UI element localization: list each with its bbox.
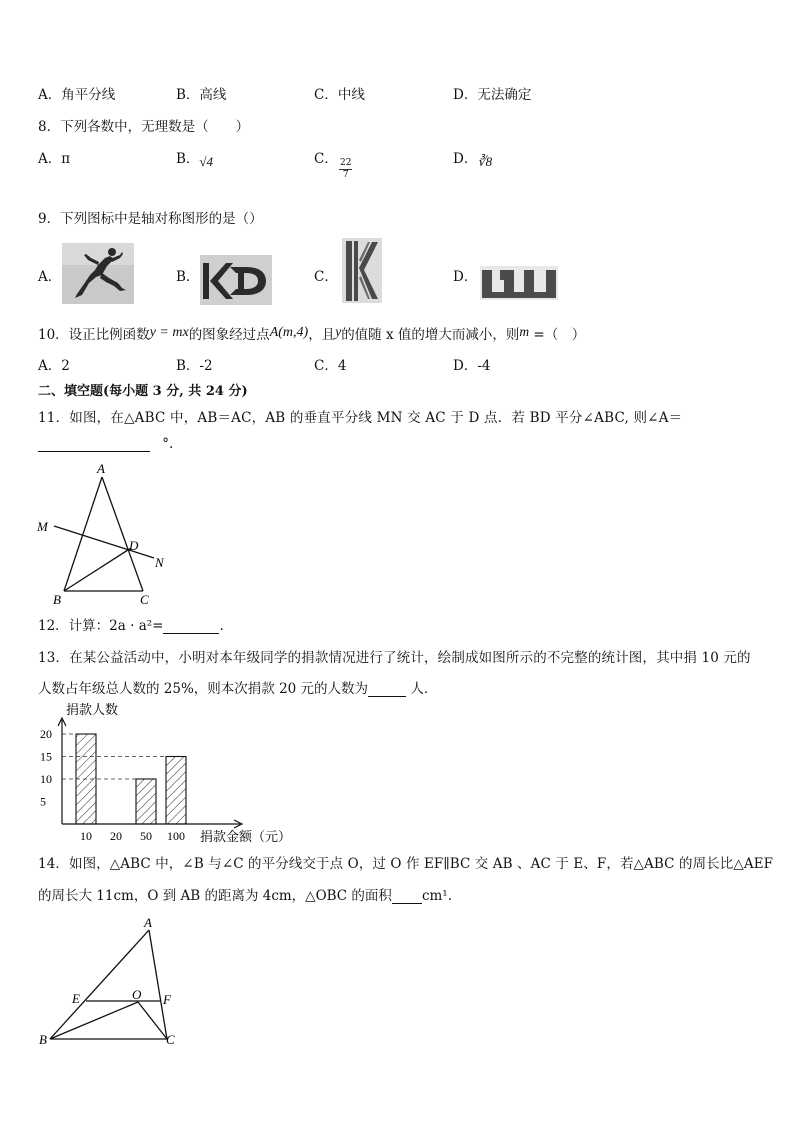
q10-var-m: m <box>519 324 530 339</box>
chart-ytick-label: 20 <box>40 727 52 741</box>
q13-blank[interactable] <box>368 684 406 697</box>
chart-bar <box>166 757 186 825</box>
q11-line-mn <box>54 526 154 558</box>
q11-edge-ab <box>64 477 102 591</box>
q12-stem: 12．计算：2a · a²= <box>38 618 164 634</box>
q10-stem <box>38 323 585 344</box>
q14-edge-ab <box>50 930 149 1039</box>
q8-option-c-label: C． <box>314 151 338 167</box>
q10-option-b[interactable]: B．-2 <box>176 358 213 374</box>
q11-edge-ac <box>102 477 143 591</box>
q8-fraction <box>339 158 352 181</box>
q7-option-c[interactable]: C．中线 <box>314 87 365 103</box>
q10-stem-part2: 的图象经过点 <box>188 327 270 343</box>
chart-ytick-label: 5 <box>40 794 46 809</box>
q7-option-b[interactable]: B．高线 <box>176 87 227 103</box>
q8-option-d-math: ∛8 <box>477 154 493 169</box>
q11-segment-bd <box>64 548 131 591</box>
q14-label-a: A <box>144 915 152 930</box>
q8-fraction-numerator: 22 <box>340 158 352 168</box>
q13-suffix: 人． <box>406 681 438 697</box>
lebron-logo-icon <box>480 266 558 300</box>
q14-blank[interactable] <box>392 891 422 904</box>
q13-stem-line2 <box>38 677 437 697</box>
q8-option-c[interactable] <box>314 147 338 167</box>
q12-suffix: . <box>219 618 224 634</box>
q11-triangle-figure <box>34 460 174 606</box>
q10-option-d[interactable]: D．-4 <box>453 358 491 374</box>
q10-stem-part3: ，且 <box>308 327 336 343</box>
q14-segment-co <box>138 1002 167 1039</box>
q11-suffix: °. <box>162 436 174 452</box>
q11-label-c: C <box>140 592 149 606</box>
q14-triangle-figure <box>34 914 184 1050</box>
q10-option-a[interactable]: A．2 <box>38 358 70 374</box>
kyrie-logo-icon <box>342 238 382 303</box>
q9-label-c[interactable]: C． <box>314 269 338 285</box>
q11-blank[interactable] <box>38 439 150 452</box>
q14-stem-part2: 的周长大 11cm，O 到 AB 的距离为 4cm，△OBC 的面积 <box>38 888 392 904</box>
q8-option-d-label: D． <box>453 151 478 167</box>
kd-logo-icon <box>200 255 272 305</box>
q8-stem: 8．下列各数中，无理数是（ ） <box>38 119 250 135</box>
q10-stem-part5: =（ ） <box>529 327 586 343</box>
q11-stem: 11．如图，在△ABC 中，AB＝AC，AB 的垂直平分线 MN 交 AC 于 D 点．若 BD 平分∠ABC, 则∠A＝ <box>38 410 683 426</box>
q14-edge-ac <box>149 930 167 1039</box>
chart-xlabel: 捐款金额（元） <box>200 829 292 844</box>
chart-xtick-label: 100 <box>167 829 185 843</box>
chart-xtick-label: 50 <box>140 829 152 843</box>
chart-xtick-label: 10 <box>80 829 92 843</box>
q14-label-f: F <box>163 992 171 1007</box>
q13-stem-part2: 人数占年级总人数的 25%，则本次捐款 20 元的人数为 <box>38 681 369 697</box>
q12-line <box>38 614 224 634</box>
q8-fraction-denominator: 7 <box>342 170 349 180</box>
q10-var-y: y <box>335 324 342 339</box>
q12-blank[interactable] <box>163 621 219 634</box>
q14-label-e: E <box>72 991 80 1006</box>
q7-option-a[interactable]: A．角平分线 <box>38 87 116 103</box>
section-2-title: 二、填空题(每小题 3 分, 共 24 分) <box>38 384 248 399</box>
q8-option-d[interactable] <box>453 147 492 167</box>
q14-label-b: B <box>39 1032 47 1047</box>
chart-xtick-label: 20 <box>110 829 122 843</box>
chart-ylabel: 捐款人数 <box>66 702 119 717</box>
chart-ytick-label: 15 <box>40 749 52 764</box>
q13-stem-line1: 13．在某公益活动中，小明对本年级同学的捐款情况进行了统计，绘制成如图所示的不完整的统计图，其中捐 10 元的 <box>38 650 751 666</box>
q8-option-b-label: B． <box>176 151 200 167</box>
q11-label-m: M <box>37 519 48 534</box>
q14-segment-bo <box>50 1002 138 1039</box>
q14-stem-line1: 14．如图，△ABC 中，∠B 与∠C 的平分线交于点 O，过 O 作 EF∥BC 交 AB 、AC 于 E、F，若△ABC 的周长比△AEF <box>38 856 774 872</box>
chart-ytick-label: 10 <box>40 772 52 786</box>
q9-label-d[interactable]: D． <box>453 269 478 285</box>
chart-bar <box>136 779 156 824</box>
q10-stem-part1: 10．设正比例函数 <box>38 327 150 343</box>
q13-bar-chart <box>30 698 300 846</box>
q14-label-o: O <box>132 987 142 1002</box>
q11-answer-line <box>38 436 173 452</box>
q7-option-d[interactable]: D．无法确定 <box>453 87 532 103</box>
q11-label-n: N <box>155 555 164 570</box>
q10-point: A(m,4) <box>269 325 309 340</box>
q14-stem-line2 <box>38 884 452 904</box>
q14-label-c: C <box>166 1032 175 1047</box>
q9-label-a[interactable]: A． <box>38 269 62 285</box>
q10-function: y = mx <box>149 325 189 340</box>
q11-label-a: A <box>97 461 105 476</box>
q8-option-a[interactable]: A．π <box>38 151 71 167</box>
jumpman-logo-icon <box>62 243 134 304</box>
q10-option-c[interactable]: C．4 <box>314 358 347 374</box>
q9-label-b[interactable]: B． <box>176 269 200 285</box>
q11-label-b: B <box>53 592 61 606</box>
q9-stem: 9．下列图标中是轴对称图形的是（） <box>38 211 263 227</box>
q8-option-b-math: √4 <box>199 154 214 169</box>
q10-stem-part4: 的值随 x 值的增大而减小，则 <box>341 327 520 343</box>
q11-label-d: D <box>129 538 139 553</box>
q14-suffix: cm¹. <box>421 888 453 904</box>
q8-option-b[interactable] <box>176 147 213 167</box>
